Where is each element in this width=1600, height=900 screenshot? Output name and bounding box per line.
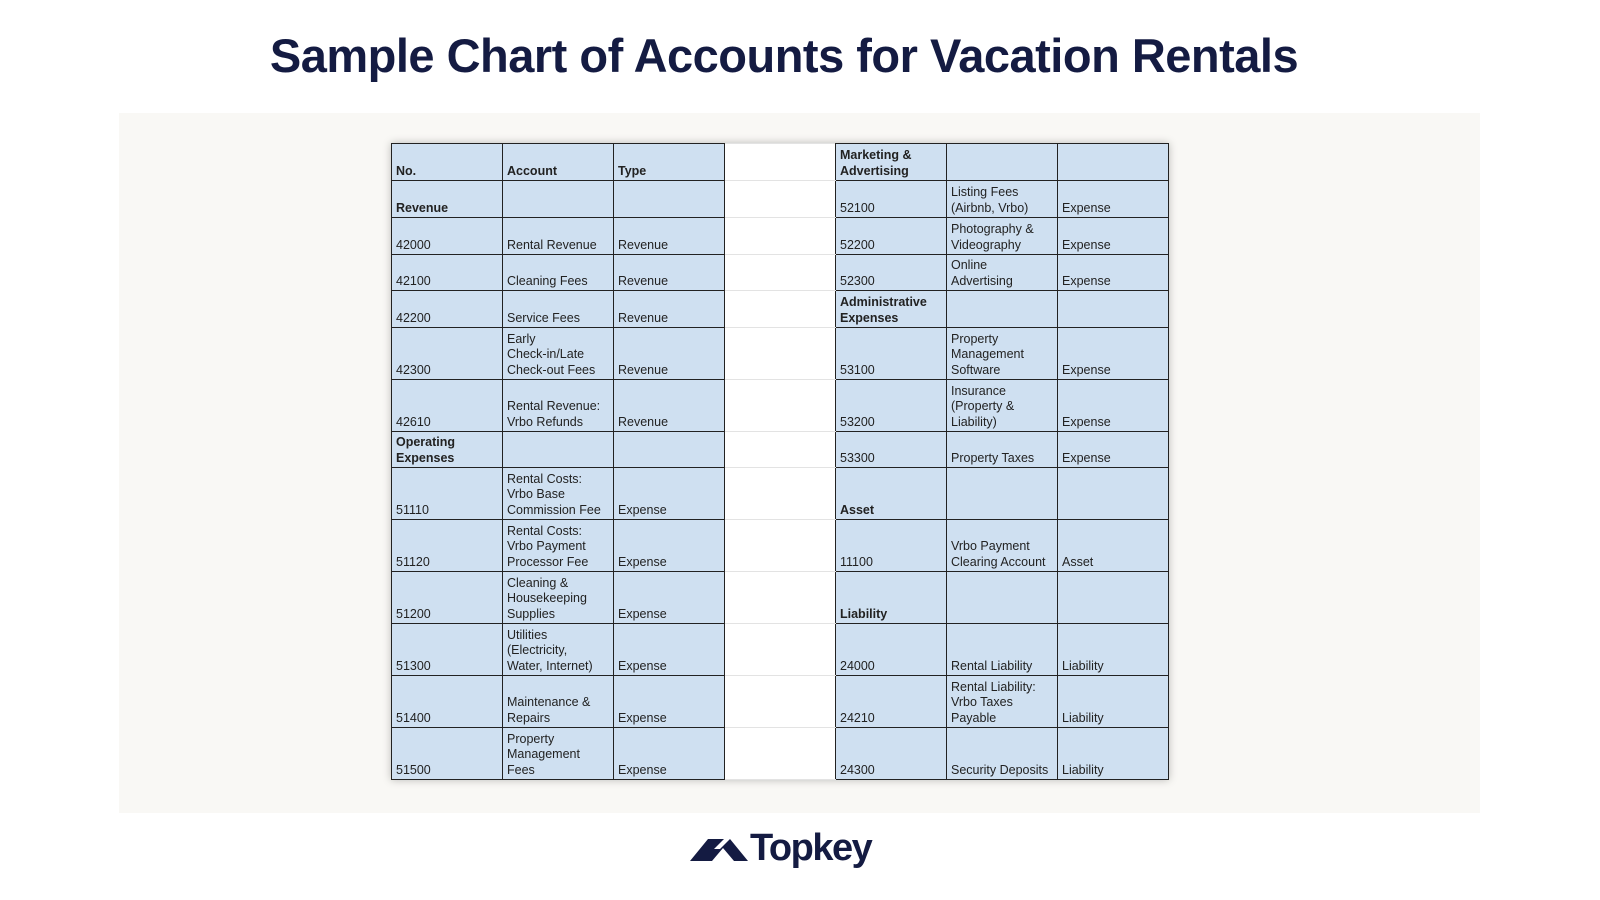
account-number-cell: 51110 (392, 468, 503, 520)
account-type-cell: Expense (614, 676, 725, 728)
account-type-cell (1058, 468, 1169, 520)
account-name-cell (503, 432, 614, 468)
account-type-cell: Revenue (614, 328, 725, 380)
account-type-cell: Revenue (614, 255, 725, 291)
table-row (392, 624, 1169, 676)
account-number-cell: 42200 (392, 291, 503, 328)
table-row (392, 468, 1169, 520)
account-name-cell (947, 291, 1058, 328)
spacer-column (725, 218, 836, 255)
account-name-cell: Insurance (Property & Liability) (947, 380, 1058, 432)
spacer-column (725, 676, 836, 728)
account-name-cell: Rental Liability: Vrbo Taxes Payable (947, 676, 1058, 728)
account-name-cell: Online Advertising (947, 255, 1058, 291)
accounts-table (391, 143, 1169, 780)
table-row (392, 520, 1169, 572)
account-type-cell: Expense (614, 728, 725, 780)
table-row (392, 572, 1169, 624)
topkey-logo (690, 826, 871, 870)
account-type-cell (1058, 572, 1169, 624)
spacer-column (725, 291, 836, 328)
account-type-cell: Expense (1058, 255, 1169, 291)
account-name-cell: Photography & Videography (947, 218, 1058, 255)
account-type-cell: Revenue (614, 218, 725, 255)
account-type-cell: Revenue (614, 291, 725, 328)
table-row (392, 676, 1169, 728)
account-type-cell: Expense (1058, 380, 1169, 432)
table-row (392, 728, 1169, 780)
account-type-cell (614, 181, 725, 218)
spacer-column (725, 380, 836, 432)
account-number-cell: Administrative Expenses (836, 291, 947, 328)
account-type-cell: Expense (614, 572, 725, 624)
account-name-cell: Cleaning Fees (503, 255, 614, 291)
account-name-cell: Property Taxes (947, 432, 1058, 468)
account-type-cell: Expense (1058, 432, 1169, 468)
account-name-cell: Security Deposits (947, 728, 1058, 780)
account-type-cell: Type (614, 144, 725, 181)
account-number-cell: 51120 (392, 520, 503, 572)
account-type-cell: Expense (614, 468, 725, 520)
account-number-cell: 52200 (836, 218, 947, 255)
account-name-cell: Early Check-in/Late Check-out Fees (503, 328, 614, 380)
account-name-cell (503, 181, 614, 218)
account-name-cell: Maintenance & Repairs (503, 676, 614, 728)
account-number-cell: 24300 (836, 728, 947, 780)
page-title: Sample Chart of Accounts for Vacation Rentals (269, 29, 1299, 82)
spacer-column (725, 520, 836, 572)
account-number-cell: 51400 (392, 676, 503, 728)
account-number-cell: 52100 (836, 181, 947, 218)
account-name-cell: Property Management Software (947, 328, 1058, 380)
account-name-cell (947, 144, 1058, 181)
account-name-cell: Rental Liability (947, 624, 1058, 676)
account-name-cell: Vrbo Payment Clearing Account (947, 520, 1058, 572)
table-row (392, 432, 1169, 468)
account-number-cell: 42300 (392, 328, 503, 380)
table-row (392, 181, 1169, 218)
topkey-mountain-icon (690, 835, 748, 861)
account-name-cell: Rental Costs: Vrbo Payment Processor Fee (503, 520, 614, 572)
account-type-cell: Liability (1058, 728, 1169, 780)
account-number-cell: 53100 (836, 328, 947, 380)
account-type-cell (1058, 144, 1169, 181)
account-name-cell: Account (503, 144, 614, 181)
spacer-column (725, 432, 836, 468)
chart-of-accounts-sheet (391, 143, 1169, 780)
account-number-cell: 52300 (836, 255, 947, 291)
spacer-column (725, 728, 836, 780)
account-number-cell: 51500 (392, 728, 503, 780)
account-name-cell: Utilities (Electricity, Water, Internet) (503, 624, 614, 676)
spacer-column (725, 181, 836, 218)
table-header-row (392, 144, 1169, 181)
spacer-column (725, 468, 836, 520)
spacer-column (725, 328, 836, 380)
account-name-cell: Rental Revenue (503, 218, 614, 255)
account-number-cell: Marketing & Advertising (836, 144, 947, 181)
account-type-cell: Liability (1058, 624, 1169, 676)
account-number-cell: 24210 (836, 676, 947, 728)
account-name-cell: Rental Costs: Vrbo Base Commission Fee (503, 468, 614, 520)
account-name-cell: Listing Fees (Airbnb, Vrbo) (947, 181, 1058, 218)
account-name-cell (947, 468, 1058, 520)
account-type-cell: Revenue (614, 380, 725, 432)
table-row (392, 291, 1169, 328)
account-type-cell: Asset (1058, 520, 1169, 572)
account-number-cell: 51200 (392, 572, 503, 624)
logo-text: Topkey (750, 826, 872, 869)
account-number-cell: 42000 (392, 218, 503, 255)
account-number-cell: 42610 (392, 380, 503, 432)
account-number-cell: 53200 (836, 380, 947, 432)
account-type-cell: Liability (1058, 676, 1169, 728)
account-type-cell: Expense (1058, 328, 1169, 380)
account-name-cell (947, 572, 1058, 624)
account-type-cell (614, 432, 725, 468)
spacer-column (725, 144, 836, 181)
account-number-cell: Revenue (392, 181, 503, 218)
spacer-column (725, 572, 836, 624)
account-number-cell: 24000 (836, 624, 947, 676)
account-number-cell: 51300 (392, 624, 503, 676)
account-type-cell: Expense (614, 624, 725, 676)
account-type-cell: Expense (614, 520, 725, 572)
account-name-cell: Cleaning & Housekeeping Supplies (503, 572, 614, 624)
account-number-cell: 53300 (836, 432, 947, 468)
account-type-cell: Expense (1058, 218, 1169, 255)
account-type-cell: Expense (1058, 181, 1169, 218)
account-name-cell: Rental Revenue: Vrbo Refunds (503, 380, 614, 432)
account-number-cell: 42100 (392, 255, 503, 291)
spacer-column (725, 624, 836, 676)
account-name-cell: Service Fees (503, 291, 614, 328)
account-number-cell: Asset (836, 468, 947, 520)
table-row (392, 328, 1169, 380)
account-number-cell: 11100 (836, 520, 947, 572)
table-row (392, 380, 1169, 432)
account-number-cell: No. (392, 144, 503, 181)
account-number-cell: Operating Expenses (392, 432, 503, 468)
spacer-column (725, 255, 836, 291)
account-number-cell: Liability (836, 572, 947, 624)
table-row (392, 255, 1169, 291)
account-type-cell (1058, 291, 1169, 328)
table-row (392, 218, 1169, 255)
account-name-cell: Property Management Fees (503, 728, 614, 780)
